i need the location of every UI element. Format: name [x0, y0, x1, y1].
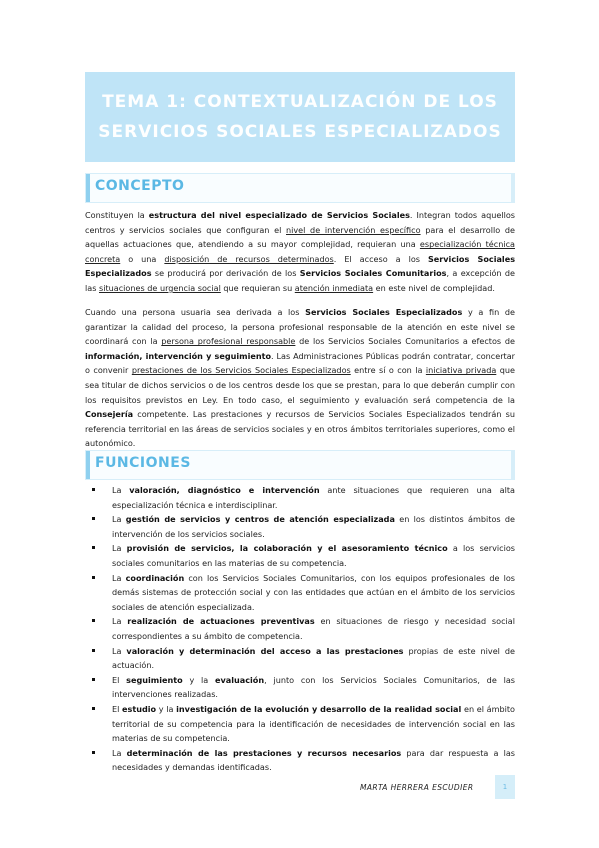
- section-heading-concepto: [85, 173, 515, 203]
- section-heading-funciones: [85, 450, 515, 480]
- text-run: para el desarrollo de aquellas actuaciones que, atendiendo a su mayor complejidad, requieran una: [85, 224, 515, 250]
- text-run: . Las Administraciones Públicas podrán contratar, concertar o convenir: [85, 350, 515, 376]
- bullet-icon: [92, 649, 95, 652]
- list-item: [85, 512, 515, 541]
- text-run: entre sí o con la: [350, 365, 426, 376]
- bold-run: determinación de las prestaciones y recursos necesarios: [126, 747, 402, 758]
- text-run: y la: [156, 703, 177, 714]
- text-run: en los distintos ámbitos de intervención de los servicios sociales.: [112, 514, 516, 539]
- text-run: La: [112, 645, 127, 656]
- text-run: . El acceso a los: [333, 253, 428, 264]
- text-run: para dar respuesta a las necesidades y demandas identificadas.: [112, 747, 516, 773]
- bullet-icon: [92, 576, 95, 579]
- bold-run: Consejería: [85, 409, 134, 420]
- bullet-icon: [92, 488, 95, 491]
- text-run: a los servicios sociales comunitarios en las materias de su competencia.: [112, 543, 516, 568]
- text-run: que sea titular de dichos servicios o de los centros desde los que se prestan, para lo que deberán cumplir con los requisitos previstos en Ley. En todo caso, el seguimiento y evaluación será competencia de la: [85, 365, 515, 405]
- list-item: [85, 541, 515, 570]
- text-run: , junto con los Servicios Sociales Comunitarios, de las intervenciones realizadas.: [112, 674, 515, 700]
- text-run: y la: [182, 674, 215, 685]
- text-run: o una: [120, 253, 165, 264]
- bullet-icon: [92, 619, 95, 622]
- bullet-icon: [92, 678, 95, 681]
- section-heading-label: FUNCIONES: [95, 455, 191, 471]
- text-run: La: [112, 747, 127, 758]
- bold-run: evaluación: [215, 674, 265, 685]
- bullet-icon: [92, 546, 95, 549]
- bullet-icon: [92, 517, 95, 520]
- underlined-run: situaciones de urgencia social: [99, 282, 221, 293]
- text-run: Constituyen la: [85, 210, 149, 220]
- list-item: [85, 614, 515, 643]
- bullet-icon: [92, 751, 95, 754]
- text-run: de los Servicios Sociales Comunitarios a efectos de: [295, 336, 515, 347]
- text-run: ante situaciones que requieren una alta especialización técnica e interdisciplinar.: [112, 485, 515, 510]
- list-item: [85, 483, 515, 512]
- bullet-icon: [92, 707, 95, 710]
- text-run: . Integran todos aquellos centros y servicios sociales que configuran el: [85, 210, 515, 235]
- underlined-run: persona profesional responsable: [161, 336, 296, 347]
- text-run: competente. Las prestaciones y recursos de Servicios Sociales Especializados tendrán su referencia territorial en las áreas de servicios sociales y en otros ámbitos territoriales superiores, como el autonómico.: [85, 409, 515, 449]
- bold-run: seguimiento: [126, 674, 183, 685]
- paragraph-concepto-2: [85, 305, 515, 451]
- underlined-run: especialización técnica concreta: [85, 239, 515, 264]
- page-number: [495, 775, 515, 799]
- list-item: [85, 702, 515, 746]
- page-number-label: 1: [502, 783, 508, 791]
- bold-run: Servicios Sociales Especializados: [305, 307, 463, 317]
- text-run: Cuando una persona usuaria sea derivada a los: [85, 307, 306, 317]
- text-run: La: [112, 543, 127, 554]
- underlined-run: prestaciones de los Servicios Sociales Especializados: [131, 365, 351, 376]
- text-run: La: [112, 616, 128, 627]
- text-run: en situaciones de riesgo y necesidad social correspondientes a su ámbito de competencia.: [112, 616, 515, 641]
- section-accent-bar: [86, 174, 90, 202]
- section-heading-label: CONCEPTO: [95, 178, 185, 194]
- text-run: que requieran su: [220, 282, 295, 293]
- text-run: El: [112, 674, 127, 685]
- underlined-run: disposición de recursos determinados: [164, 253, 334, 264]
- text-run: en el ámbito territorial de su competencia para la identificación de necesidades de intervención social en las materias de su competencia.: [112, 703, 515, 744]
- list-item: [85, 673, 515, 702]
- text-run: con los Servicios Sociales Comunitarios, con los equipos profesionales de los demás sistemas de protección social y con las entidades que actúan en el ámbito de los servicios sociales de atención especializada.: [112, 572, 515, 612]
- text-run: El: [112, 703, 123, 714]
- underlined-run: atención inmediata: [294, 282, 374, 293]
- text-run: La: [112, 485, 130, 495]
- text-run: y a fin de garantizar la calidad del proceso, la persona profesional responsable de la atención en este nivel se coordinará con la: [85, 307, 516, 347]
- bold-run: realización de actuaciones preventivas: [127, 616, 315, 627]
- list-item: [85, 746, 515, 775]
- bold-run: gestión de servicios y centros de atención especializada: [125, 514, 395, 525]
- section-accent-bar: [86, 451, 90, 479]
- text-run: , a excepción de las: [85, 268, 515, 293]
- text-run: La: [112, 572, 126, 583]
- bold-run: provisión de servicios, la colaboración y el asesoramiento técnico: [126, 543, 448, 554]
- page-title-line-2: SERVICIOS SOCIALES ESPECIALIZADOS: [98, 122, 502, 142]
- text-run: en este nivel de complejidad.: [373, 282, 495, 293]
- bold-run: estructura del nivel especializado de Servicios Sociales: [148, 210, 410, 220]
- text-run: propias de este nivel de actuación.: [112, 645, 515, 671]
- bold-run: valoración y determinación del acceso a las prestaciones: [126, 645, 404, 656]
- bold-run: investigación de la evolución y desarrollo de la realidad social: [176, 703, 462, 714]
- text-run: La: [112, 514, 126, 525]
- bold-run: Servicios Sociales Comunitarios: [299, 268, 447, 279]
- functions-list: [85, 483, 515, 775]
- list-item: [85, 644, 515, 673]
- underlined-run: iniciativa privada: [425, 365, 497, 376]
- paragraph-concepto-1: [85, 208, 515, 296]
- list-item: [85, 571, 515, 615]
- bold-run: valoración, diagnóstico e intervención: [129, 485, 320, 495]
- bold-run: coordinación: [125, 572, 185, 583]
- bold-run: información, intervención y seguimiento: [85, 350, 272, 361]
- bold-run: Servicios Sociales Especializados: [85, 253, 516, 279]
- page-title-line-1: TEMA 1: CONTEXTUALIZACIÓN DE LOS: [102, 92, 498, 112]
- title-banner: [85, 72, 515, 162]
- underlined-run: nivel de intervención específico: [286, 224, 421, 235]
- bold-run: estudio: [122, 703, 157, 714]
- text-run: se producirá por derivación de los: [151, 268, 300, 279]
- footer-author: MARTA HERRERA ESCUDIER: [360, 783, 474, 792]
